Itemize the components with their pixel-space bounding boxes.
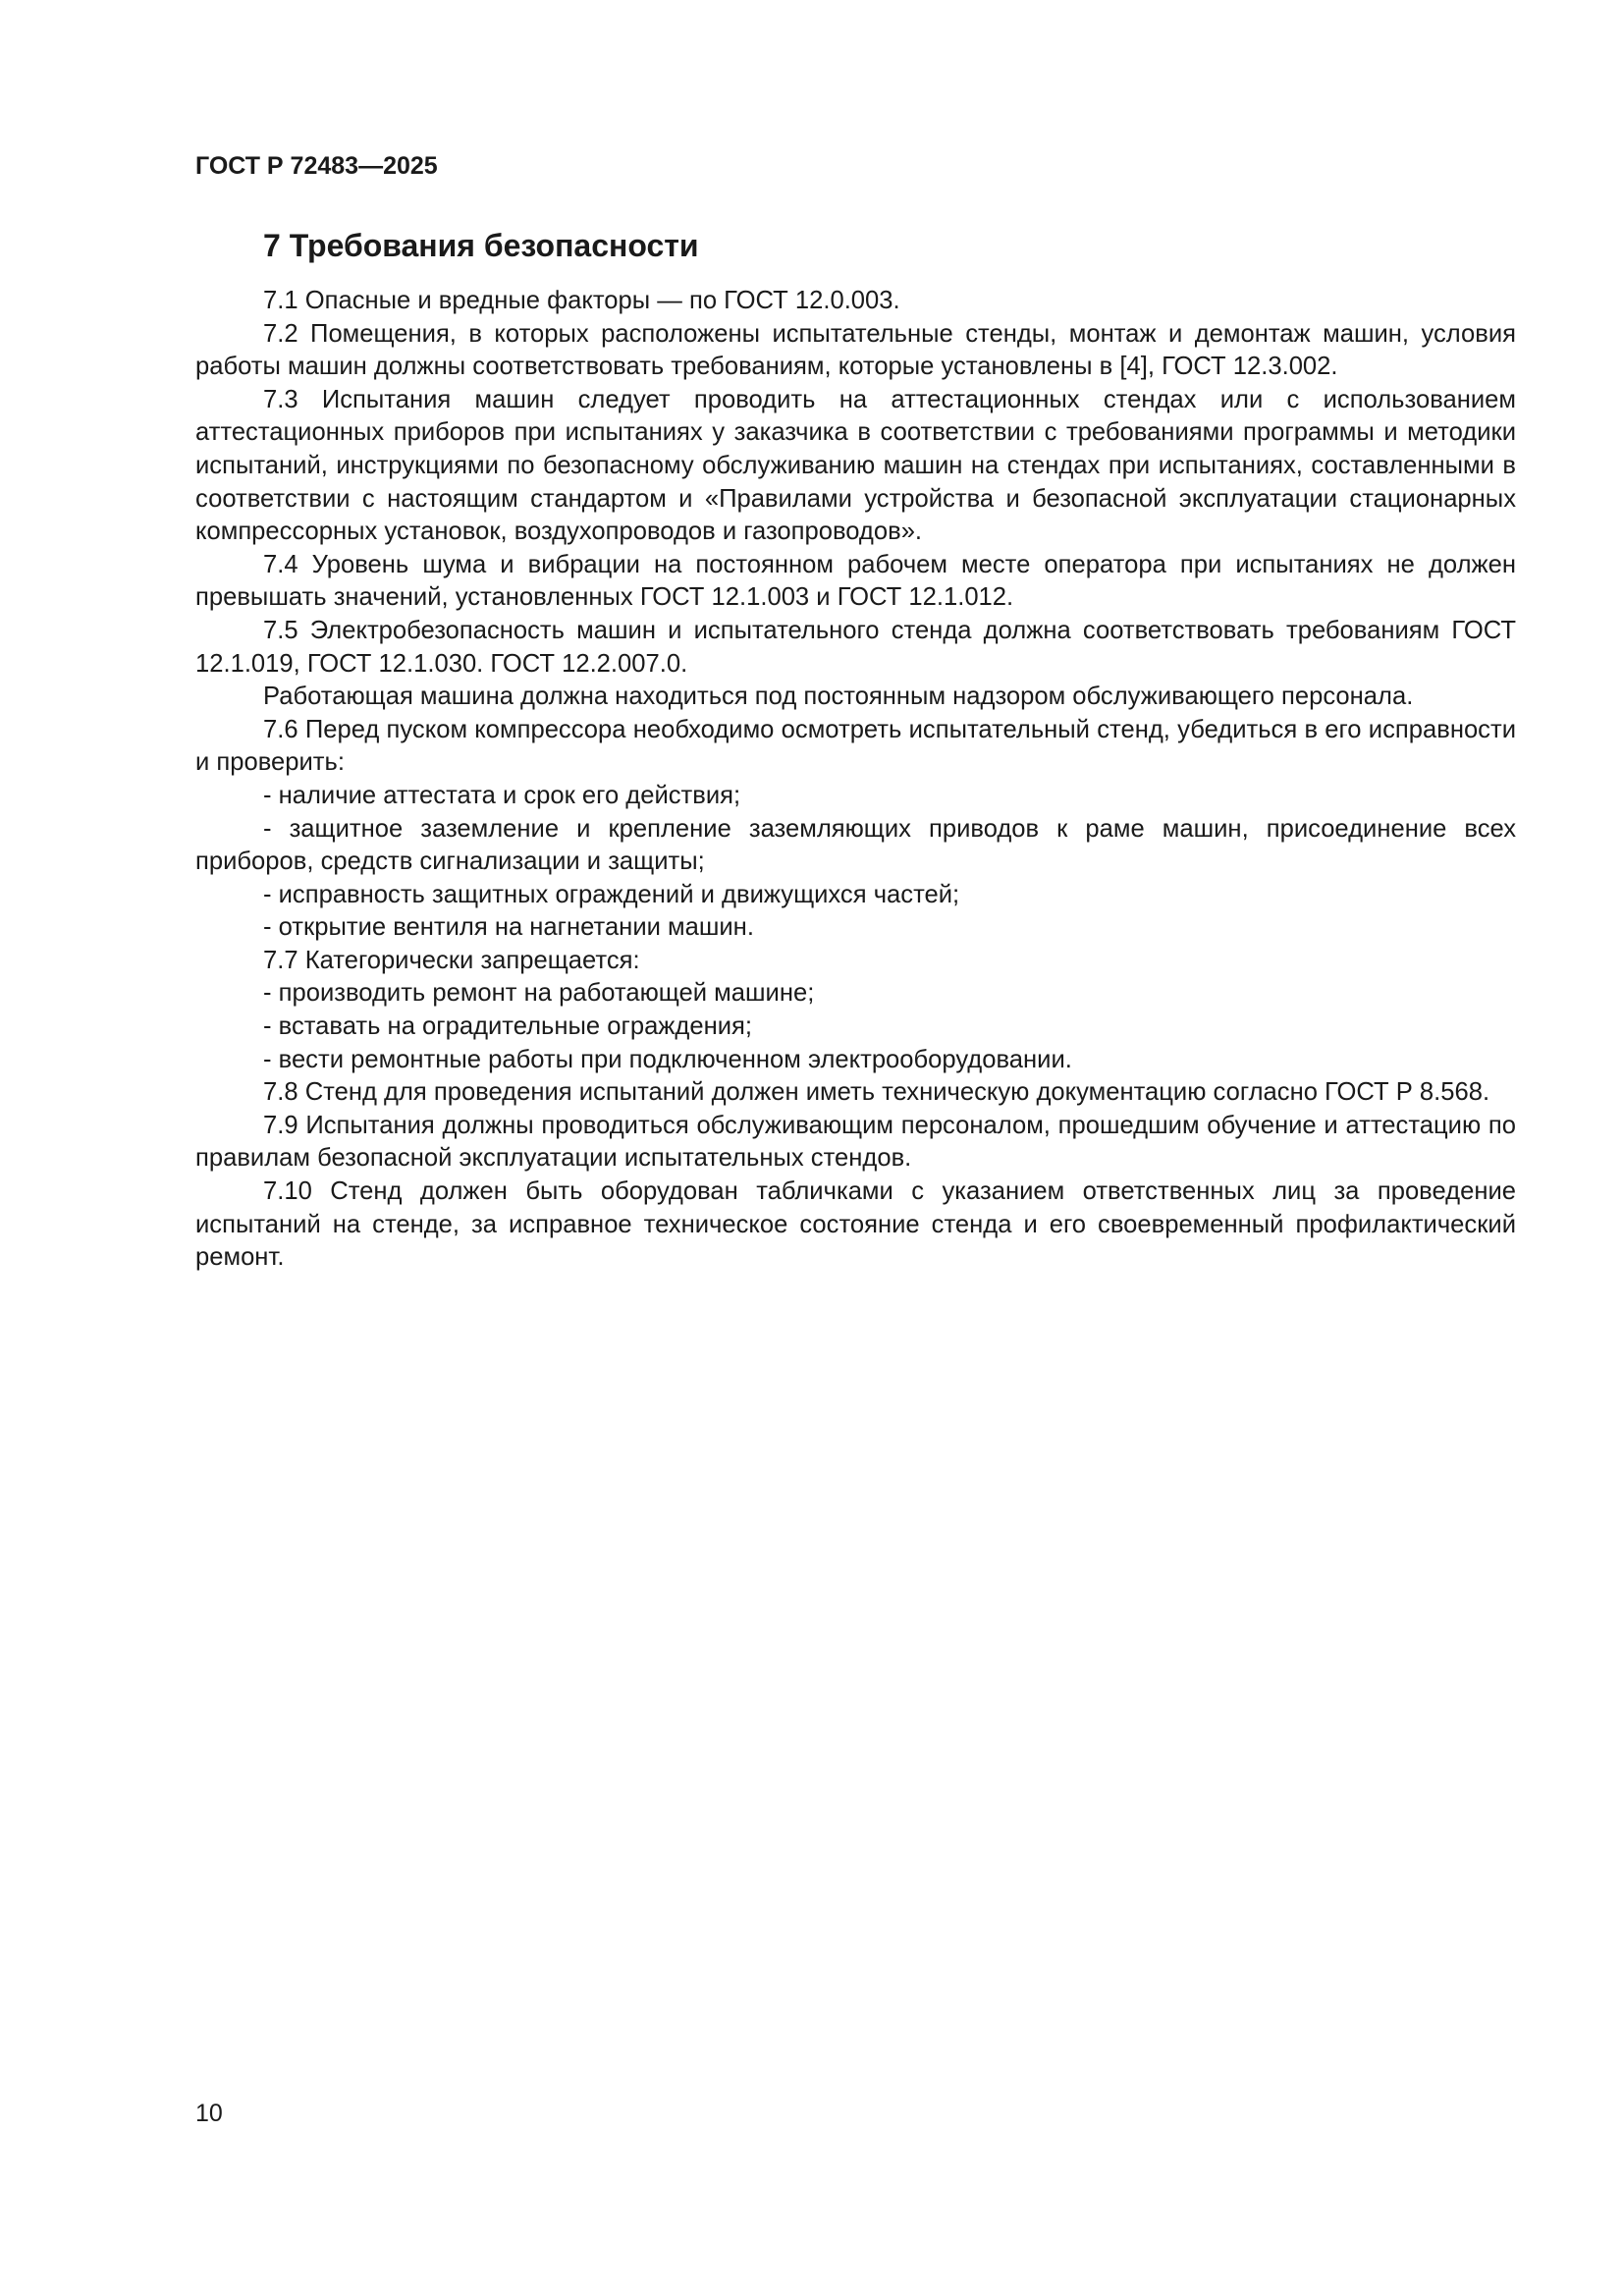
paragraph-7-8: 7.8 Стенд для проведения испытаний должен иметь техническую документацию согласно ГОСТ Р 8.568. — [263, 1078, 1490, 1107]
list-item: - открытие вентиля на нагнетании машин. — [263, 913, 754, 942]
paragraph-7-5: 7.5 Электробезопасность машин и испытательного стенда должна соответствовать требованиям ГОСТ 12.1.019, ГОСТ 12.1.030. ГОСТ 12.2.007.0. — [195, 616, 1516, 678]
paragraph-7-7: 7.7 Категорически запрещается: — [263, 946, 640, 974]
list-item: - вставать на оградительные ограждения; — [263, 1012, 752, 1041]
list-item: - вести ремонтные работы при подключенном электрооборудовании. — [263, 1045, 1072, 1073]
paragraph-7-3: 7.3 Испытания машин следует проводить на аттестационных стендах или с использованием аттестационных приборов при испытаниях у заказчика в соответствии с требованиями программы и методики испытаний, инструкциями по безопасному обслуживанию машин на стендах при испытаниях, составленными в соответствии с настоящим стандартом и «Правилами устройства и безопасной эксплуатации стационарных компрессорных установок, воздухопроводов и газопроводов». — [195, 385, 1516, 546]
list-item: - наличие аттестата и срок его действия; — [263, 781, 741, 809]
list-item: - исправность защитных ограждений и движущихся частей; — [263, 880, 960, 908]
list-item: - защитное заземление и крепление заземляющих приводов к раме машин, присоединение всех приборов, средств сигнализации и защиты; — [195, 814, 1516, 876]
document-id-header: ГОСТ Р 72483—2025 — [195, 152, 438, 180]
paragraph-7-1: 7.1 Опасные и вредные факторы — по ГОСТ 12.0.003. — [263, 287, 900, 314]
section-title: 7 Требования безопасности — [263, 228, 699, 263]
paragraph-7-4: 7.4 Уровень шума и вибрации на постоянном рабочем месте оператора при испытаниях не должен превышать значений, установленных ГОСТ 12.1.003 и ГОСТ 12.1.012. — [195, 550, 1516, 612]
paragraph-7-5-note: Работающая машина должна находиться под постоянным надзором обслуживающего персонала. — [263, 683, 1414, 711]
list-item: - производить ремонт на работающей машине; — [263, 979, 815, 1008]
paragraph-7-10: 7.10 Стенд должен быть оборудован табличками с указанием ответственных лиц за проведение испытаний на стенде, за исправное техническое состояние стенда и его своевременный профилактический ремонт. — [195, 1177, 1516, 1272]
paragraph-7-6: 7.6 Перед пуском компрессора необходимо осмотреть испытательный стенд, убедиться в его исправности и проверить: — [195, 715, 1516, 777]
paragraph-7-9: 7.9 Испытания должны проводиться обслуживающим персоналом, прошедшим обучение и аттестацию по правилам безопасной эксплуатации испытательных стендов. — [195, 1111, 1516, 1173]
section-body — [195, 285, 1516, 1275]
paragraph-7-2: 7.2 Помещения, в которых расположены испытательные стенды, монтаж и демонтаж машин, условия работы машин должны соответствовать требованиям, которые установлены в [4], ГОСТ 12.3.002. — [195, 319, 1516, 381]
page-number: 10 — [195, 2100, 223, 2127]
